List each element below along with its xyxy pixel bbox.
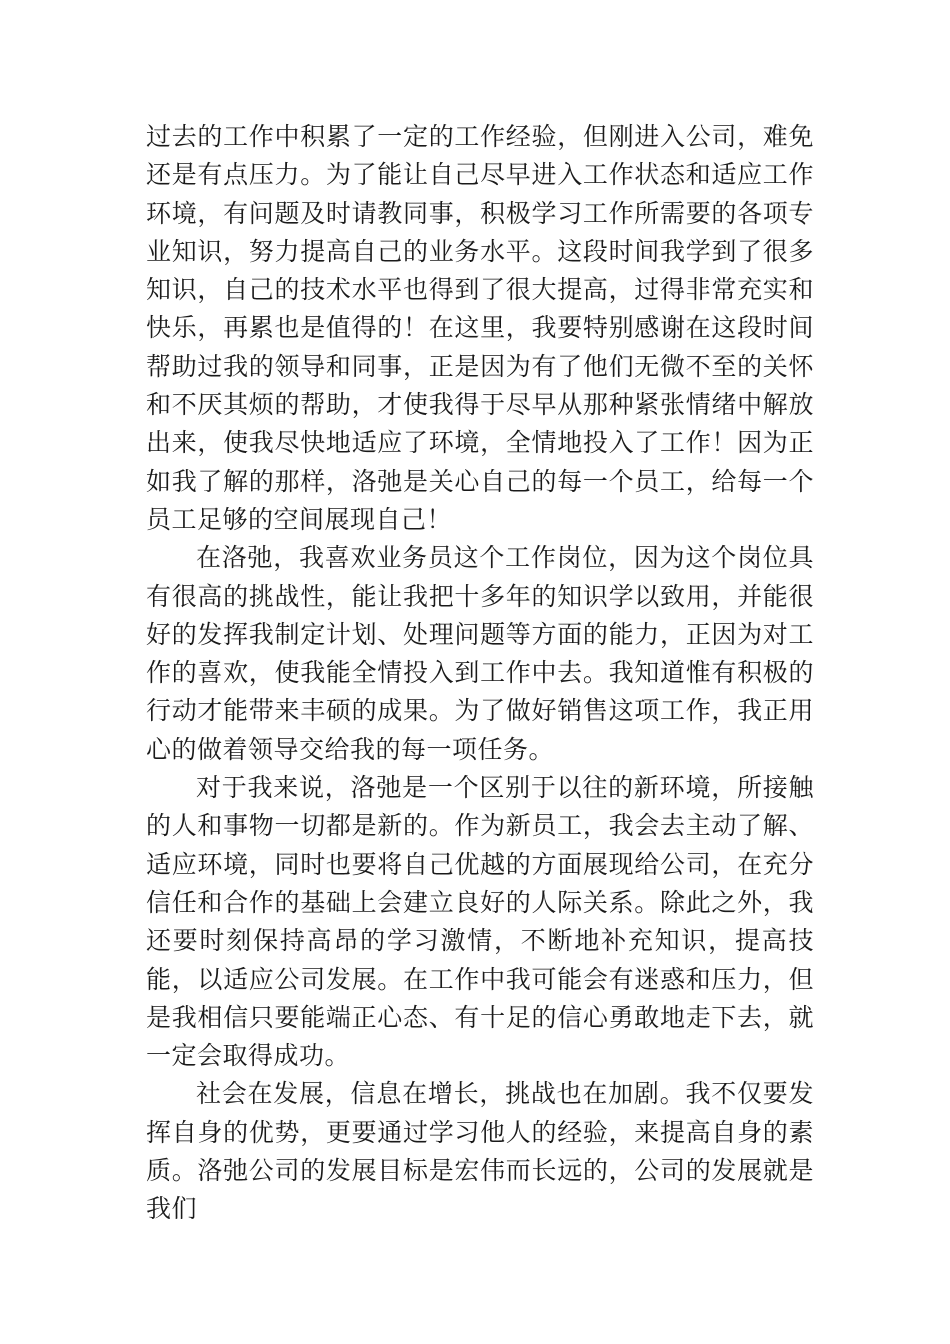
document-body [146,118,814,1229]
paragraph-job-position: 在洛弛，我喜欢业务员这个工作岗位，因为这个岗位具有很高的挑战性，能让我把十多年的知识学以致用，并能很好的发挥我制定计划、处理问题等方面的能力，正因为对工作的喜欢，使我能全情投入到工作中去。我知道惟有积极的行动才能带来丰硕的成果。为了做好销售这项工作，我正用心的做着领导交给我的每一项任务。 [146,543,814,764]
paragraph-continued: 过去的工作中积累了一定的工作经验，但刚进入公司，难免还是有点压力。为了能让自己尽早进入工作状态和适应工作环境，有问题及时请教同事，积极学习工作所需要的各项专业知识，努力提高自己的业务水平。这段时间我学到了很多知识，自己的技术水平也得到了很大提高，过得非常充实和快乐，再累也是值得的！在这里，我要特别感谢在这段时间帮助过我的领导和同事，正是因为有了他们无微不至的关怀和不厌其烦的帮助，才使我得于尽早从那种紧张情绪中解放出来，使我尽快地适应了环境，全情地投入了工作！因为正如我了解的那样，洛弛是关心自己的每一个员工，给每一个员工足够的空间展现自己！ [146,122,814,534]
paragraph-development: 社会在发展，信息在增长，挑战也在加剧。我不仅要发挥自身的优势，更要通过学习他人的经验，来提高自身的素质。洛弛公司的发展目标是宏伟而长远的，公司的发展就是我们 [146,1079,814,1224]
paragraph-new-environment: 对于我来说，洛弛是一个区别于以往的新环境，所接触的人和事物一切都是新的。作为新员工，我会去主动了解、适应环境，同时也要将自己优越的方面展现给公司，在充分信任和合作的基础上会建立良好的人际关系。除此之外，我还要时刻保持高昂的学习激情，不断地补充知识，提高技能，以适应公司发展。在工作中我可能会有迷惑和压力，但是我相信只要能端正心态、有十足的信心勇敢地走下去，就一定会取得成功。 [146,773,814,1071]
